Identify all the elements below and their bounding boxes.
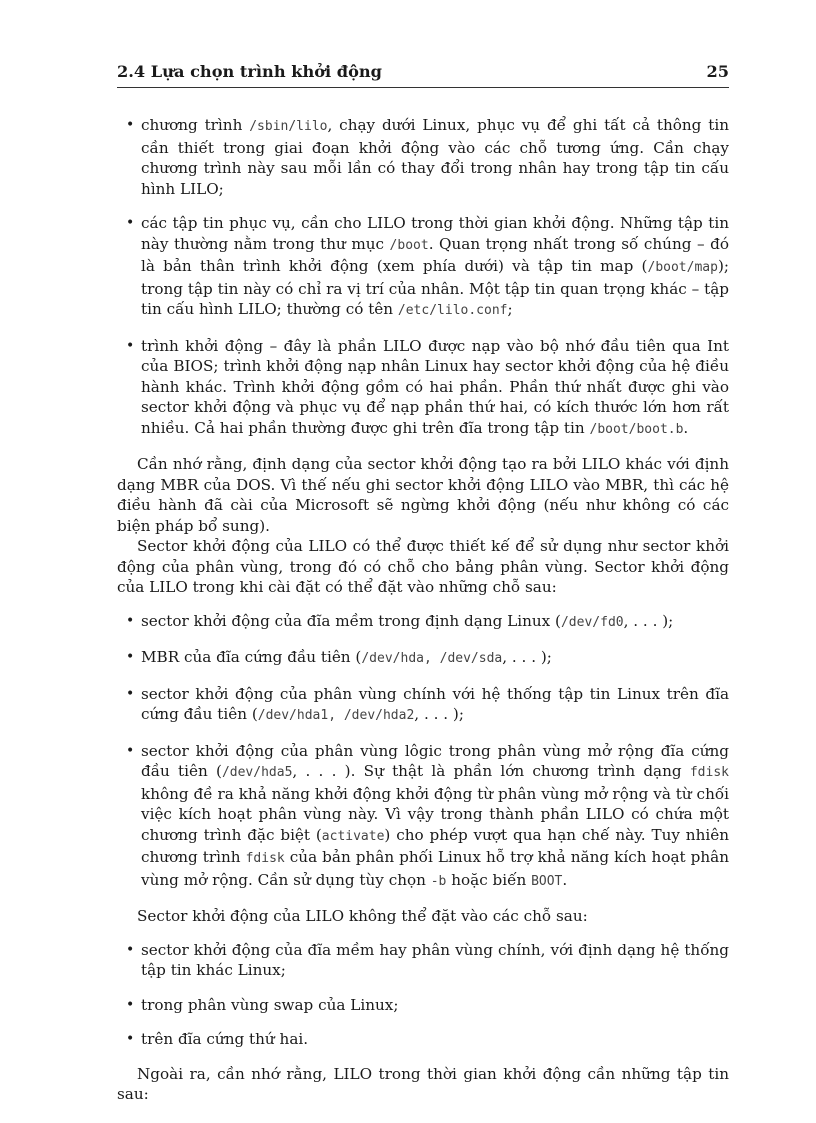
code-path: /boot — [389, 237, 429, 253]
code-path: /dev/hda, /dev/sda — [361, 651, 503, 666]
list-item: • trong phân vùng swap của Linux; — [126, 995, 399, 1014]
code-path: /dev/hda1, /dev/hda2 — [257, 708, 415, 723]
list-item: • trên đĩa cứng thứ hai. — [126, 1030, 309, 1048]
bullet-icon: • — [126, 742, 135, 759]
bullet-icon: • — [126, 1031, 135, 1047]
bullet-icon: • — [126, 337, 135, 354]
list-item: • sector khởi động của phân vùng chính với hệ thống tập tin Linux trên đĩa cứng đầu tiên (/dev/hda1, /dev/hda2, . . . ); — [126, 684, 729, 723]
list-item: • các tập tin phục vụ, cần cho LILO trong thời gian khởi động. Những tập tin này thường nằm trong thư mục /boot. Quan trọng nhất trong số chúng – đó là bản thân trình khởi động (xem phía dưới) và tập tin map (/boot/map); trong tập tin này có chỉ ra vị trí của nhân. Một tập tin quan trọng khác – tập tin cấu hình LILO; thường có tên /etc/lilo.conf; — [126, 214, 729, 318]
code-path: /etc/lilo.conf — [397, 303, 508, 318]
paragraph: Ngoài ra, cần nhớ rằng, LILO trong thời gian khởi động cần những tập tin sau: — [117, 1064, 729, 1103]
code-option: -b — [430, 873, 447, 889]
list-item: • trình khởi động – đây là phần LILO được nạp vào bộ nhớ đầu tiên qua Int của BIOS; trình khởi động nạp nhân Linux hay sector khởi động của hệ điều hành khác. Trình khởi động gồm có hai phần. Phần thứ nhất được ghi vào sector khởi động và phục vụ để nạp phần thứ hai, có kích thước lớn hơn rất nhiều. Cả hai phần thường được ghi trên đĩa trong tập tin /boot/boot.b. — [126, 336, 729, 437]
page-number: 25 — [706, 62, 729, 81]
lilo-components-list — [117, 115, 729, 440]
bullet-icon: • — [126, 685, 135, 702]
code-path: /boot/map — [647, 260, 718, 275]
list-item: • sector khởi động của đĩa mềm trong định dạng Linux (/dev/fd0, . . . ); — [126, 611, 674, 630]
code-path: /dev/fd0 — [560, 614, 624, 630]
bullet-icon: • — [126, 996, 135, 1013]
paragraph: Sector khởi động của LILO không thể đặt vào các chỗ sau: — [137, 907, 588, 925]
page-body — [117, 115, 729, 1105]
code-path: /sbin/lilo — [249, 119, 328, 134]
install-locations-list — [117, 611, 729, 893]
forbidden-locations-list — [117, 940, 729, 1050]
code-path: /dev/hda5 — [221, 765, 293, 780]
code-command: fdisk — [689, 765, 729, 780]
list-item: • chương trình /sbin/lilo, chạy dưới Linux, phục vụ để ghi tất cả thông tin cần thiết trong giai đoạn khởi động vào các chỗ tương ứng. Cần chạy chương trình này sau mỗi lần có thay đổi trong nhân hay trong tập tin cấu hình LILO; — [126, 116, 730, 198]
bullet-icon: • — [126, 649, 135, 665]
bullet-icon: • — [126, 612, 135, 629]
bullet-icon: • — [126, 941, 135, 958]
list-item: • sector khởi động của phân vùng lôgic trong phân vùng mở rộng đĩa cứng đầu tiên (/dev/hda5, . . . ). Sự thật là phần lớn chương trình dạng fdisk không đề ra khả năng khởi động khởi động từ phân vùng mở rộng và từ chối việc kích hoạt phân vùng này. Vì vậy trong thành phần LILO có chứa một chương trình đặc biệt (activate) cho phép vượt qua hạn chế này. Tuy nhiên chương trình fdisk của bản phân phối Linux hỗ trợ khả năng kích hoạt phân vùng mở rộng. Cần sử dụng tùy chọn -b hoặc biến BOOT. — [126, 741, 730, 889]
bullet-icon: • — [126, 117, 135, 133]
section-title: 2.4 Lựa chọn trình khởi động — [117, 62, 382, 81]
list-item: • sector khởi động của đĩa mềm hay phân vùng chính, với định dạng hệ thống tập tin khác Linux; — [126, 940, 729, 979]
code-variable: BOOT — [531, 873, 563, 889]
paragraph: Cần nhớ rằng, định dạng của sector khởi động tạo ra bởi LILO khác với định dạng MBR của DOS. Vì thế nếu ghi sector khởi động LILO vào MBR, thì các hệ điều hành đã cài của Microsoft sẽ ngừng khởi động (nếu như không có các biện pháp bổ sung). — [117, 455, 729, 535]
bullet-icon: • — [126, 215, 135, 231]
header-rule — [117, 87, 729, 88]
list-item: • MBR của đĩa cứng đầu tiên (/dev/hda, /dev/sda, . . . ); — [126, 648, 552, 666]
page-header — [117, 62, 729, 81]
code-path: /boot/boot.b — [589, 421, 684, 437]
code-command: fdisk — [245, 851, 285, 866]
code-command: activate — [321, 828, 385, 844]
paragraph: Sector khởi động của LILO có thể được thiết kế để sử dụng như sector khởi động của phân vùng, trong đó có chỗ cho bảng phân vùng. Sector khởi động của LILO trong khi cài đặt có thể đặt vào những chỗ sau: — [117, 537, 729, 596]
